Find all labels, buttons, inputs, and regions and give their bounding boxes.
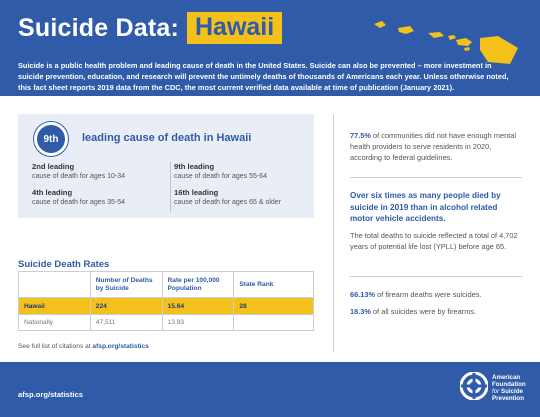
table-row <box>19 315 314 331</box>
rates-heading: Suicide Death Rates <box>18 259 110 270</box>
logo-line: Suicide <box>500 388 523 395</box>
page-title <box>18 12 282 44</box>
comparison-stat: Over six times as many people died by suicide in 2019 than in alcohol related motor vehicle accidents. <box>350 191 501 223</box>
cause-desc: cause of death for ages 65 & older <box>174 199 282 206</box>
table-header-cell: State Rank <box>234 272 314 298</box>
stat-percent: 18.3% <box>350 307 371 316</box>
stat-text: of all suicides were by firearms. <box>373 307 477 316</box>
stat-percent: 77.5% <box>350 131 371 140</box>
rate-cell: 15.64 <box>162 298 234 315</box>
table-row <box>19 298 314 315</box>
cause-item <box>174 188 281 208</box>
rank-badge: 9th <box>34 122 68 156</box>
citation-note <box>18 343 149 350</box>
firearm-stat <box>350 289 522 300</box>
deaths-cell: 224 <box>90 298 162 315</box>
row-label: Nationally <box>19 315 91 331</box>
leading-cause-card <box>18 114 314 218</box>
footer-link[interactable]: afsp.org/statistics <box>18 390 83 399</box>
section-divider <box>350 276 522 277</box>
rank-title: leading cause of death in Hawaii <box>82 132 252 144</box>
cause-desc: cause of death for ages 55-64 <box>174 173 268 180</box>
cause-rank: 16th leading <box>174 188 219 197</box>
rank-cell <box>234 315 314 331</box>
logo-line: for <box>492 388 500 395</box>
stat-text: of firearm deaths were suicides. <box>377 290 482 299</box>
stat-text: of communities did not have enough mental health providers to serve residents in 2020, according to federal guidelines. <box>350 131 517 162</box>
mental-health-stat <box>350 130 522 163</box>
section-divider <box>350 177 522 178</box>
cause-desc: cause of death for ages 10-34 <box>32 173 126 180</box>
citation-link[interactable]: afsp.org/statistics <box>92 343 149 350</box>
stat-percent: 66.13% <box>350 290 376 299</box>
logo-wordmark <box>492 374 526 402</box>
rates-table <box>18 271 314 331</box>
row-label: Hawaii <box>19 298 91 315</box>
intro-text: Suicide is a public health problem and leading cause of death in the United States. Suicide can also be prevented – more investment in suicide prevention, education, and research will prevent the untimely deaths of thousands of Americans each year. Unless otherwise noted, this fact sheet reports 2019 data from the CDC, the most current verified data available at time of publication (January 2021). <box>18 61 509 92</box>
table-header-cell: Rate per 100,000 Population <box>162 272 234 298</box>
table-header-row <box>19 272 314 298</box>
column-divider <box>333 114 334 352</box>
title-text: Suicide Data: <box>18 13 179 42</box>
table-header-cell <box>19 272 91 298</box>
card-divider <box>170 162 171 212</box>
header-banner <box>0 0 540 96</box>
citation-text: See full list of citations at <box>18 343 91 350</box>
cause-desc: cause of death for ages 35-54 <box>32 199 126 206</box>
cause-rank: 4th leading <box>32 188 73 197</box>
cause-rank: 9th leading <box>174 162 215 171</box>
afsp-logo-icon <box>460 372 488 400</box>
yll-stat: The total deaths to suicide reflected a total of 4,702 years of potential life lost (YPLL) before age 65. <box>350 231 518 251</box>
logo-line: Foundation <box>492 381 526 388</box>
cause-item <box>32 188 125 208</box>
cause-item <box>174 162 267 182</box>
logo-line: American <box>492 374 521 381</box>
footer-banner <box>0 362 540 417</box>
deaths-cell: 47,511 <box>90 315 162 331</box>
table-header-cell: Number of Deaths by Suicide <box>90 272 162 298</box>
state-name: Hawaii <box>187 12 282 44</box>
firearm-suicide-stat <box>350 306 522 317</box>
logo-line: Prevention <box>492 395 524 402</box>
rank-cell: 28 <box>234 298 314 315</box>
rate-cell: 13.93 <box>162 315 234 331</box>
cause-item <box>32 162 125 182</box>
hawaii-islands-map <box>368 14 528 64</box>
cause-rank: 2nd leading <box>32 162 75 171</box>
